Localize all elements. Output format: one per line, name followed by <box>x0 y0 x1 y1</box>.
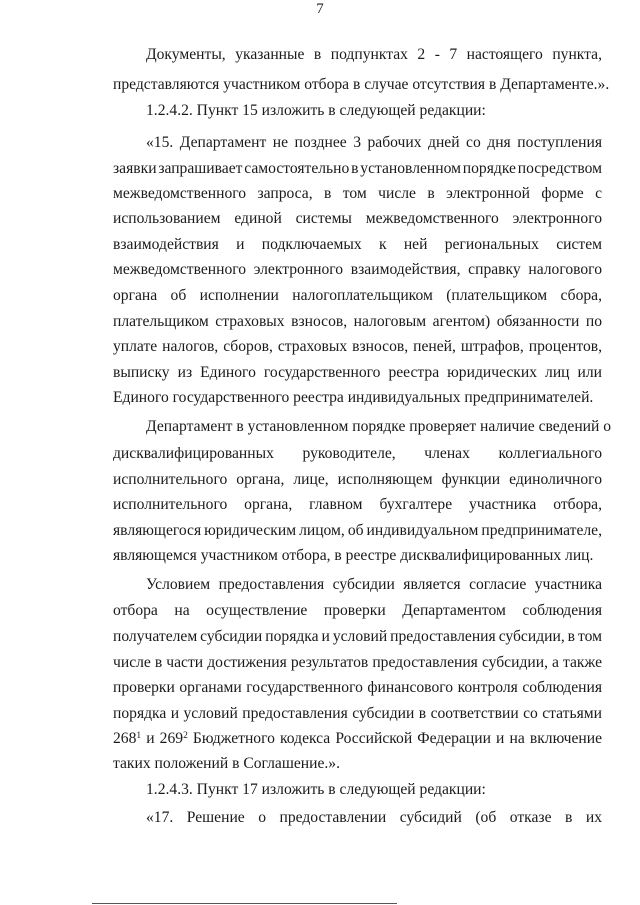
text-line <box>0 494 640 516</box>
word: проверки <box>323 602 386 619</box>
word: индивидуальном <box>366 522 479 539</box>
word: региональных <box>444 236 539 253</box>
word: и <box>170 705 180 722</box>
word: процентов, <box>528 338 602 355</box>
word: сбора, <box>560 287 602 304</box>
word: запроса, <box>257 185 313 202</box>
word: налогоплательщиком <box>292 287 433 304</box>
word: позднее <box>294 134 347 151</box>
word: и <box>321 628 330 645</box>
text-line <box>0 362 640 384</box>
word: в <box>567 628 576 645</box>
word: предоставления <box>390 628 496 645</box>
word: Федерации <box>417 730 491 747</box>
word: лицом, <box>299 522 345 539</box>
word: 1.2.4.2. Пункт 15 изложить в следующей редакции: <box>146 102 486 119</box>
text-line <box>0 753 640 775</box>
word: достижения <box>207 654 287 671</box>
word: взаимодействия <box>113 236 219 253</box>
text-line <box>0 545 640 567</box>
word: агентом) <box>432 313 491 330</box>
word: 7 <box>449 46 458 63</box>
word: органа, <box>236 471 285 488</box>
text-line <box>0 285 640 307</box>
footer-rule <box>92 903 397 904</box>
word: 1.2.4.3. Пункт 17 изложить в следующей редакции: <box>146 781 486 798</box>
word: являющемся участником отбора, в реестре дисквалифицированных лиц. <box>113 547 594 564</box>
word: юридических <box>447 364 538 381</box>
word: подключаемых <box>261 236 362 253</box>
word: соблюдения <box>522 679 602 696</box>
word: порядка <box>113 705 167 722</box>
word: функции <box>441 471 501 488</box>
word: «17. <box>146 809 174 826</box>
word: (об <box>475 809 497 826</box>
word: использованием <box>113 210 221 227</box>
word: условий <box>332 628 388 645</box>
word: на <box>509 730 525 747</box>
text-line <box>0 574 640 596</box>
word: Условием <box>146 576 211 593</box>
word: лице, <box>293 471 329 488</box>
word: из <box>177 364 193 381</box>
word: числе <box>113 654 151 671</box>
word: по <box>585 313 602 330</box>
word: результатов <box>290 654 369 671</box>
text-line <box>0 208 640 230</box>
word: порядке <box>462 160 516 177</box>
word: в <box>154 654 163 671</box>
word: 3 <box>353 134 361 151</box>
word: в <box>564 809 573 826</box>
word: заявки <box>113 160 157 177</box>
word: предпринимателе, <box>481 522 602 539</box>
text-line <box>0 74 640 96</box>
word: выписку <box>113 364 170 381</box>
word: Бюджетного <box>192 730 275 747</box>
word: пеней, <box>413 338 456 355</box>
word: соблюдения <box>522 602 602 619</box>
word: участника <box>469 496 537 513</box>
word: реестра <box>388 364 440 381</box>
word: органами <box>179 679 242 696</box>
word: субсидии <box>332 576 395 593</box>
word: и <box>496 730 505 747</box>
word: взаимодействия, <box>350 261 461 278</box>
word: об <box>170 287 187 304</box>
word: страховых <box>277 338 348 355</box>
text-line <box>0 469 640 491</box>
word: получателем <box>113 628 198 645</box>
word: на <box>174 602 190 619</box>
word: Российской <box>335 730 413 747</box>
text-line <box>0 600 640 622</box>
word: в <box>418 705 427 722</box>
word: порядка <box>265 628 319 645</box>
word: ней <box>403 236 428 253</box>
word: (плательщиком <box>446 287 548 304</box>
text-line <box>0 44 640 66</box>
word: систем <box>556 236 602 253</box>
word: Департамент в установленном порядке проверяет наличие сведений о <box>146 418 612 435</box>
word: соответствии <box>430 705 519 722</box>
word: с <box>595 185 602 202</box>
word: предоставления <box>218 576 325 593</box>
text-line <box>0 728 640 750</box>
word: финансового <box>367 679 454 696</box>
word: подпунктах <box>330 46 408 63</box>
word: налогового <box>528 261 602 278</box>
text-line <box>0 336 640 358</box>
word: субсидии, <box>481 654 548 671</box>
word: запрашивает <box>158 160 243 177</box>
word: Единого <box>200 364 256 381</box>
word: «15. <box>146 134 174 151</box>
word: Департаментом <box>402 602 506 619</box>
word: взносов, <box>291 313 348 330</box>
footnote-superscript: 1 <box>136 731 142 741</box>
text-line <box>0 626 640 648</box>
word: или <box>577 364 602 381</box>
word: пункта, <box>552 46 602 63</box>
word: посредством <box>517 160 602 177</box>
word: единоличного <box>509 471 602 488</box>
word: руководителе, <box>302 445 396 462</box>
word: налогов, <box>162 338 219 355</box>
word: статьями <box>542 705 602 722</box>
footnote-superscript: 2 <box>183 731 188 741</box>
text-line <box>0 387 640 409</box>
word: числе <box>378 185 416 202</box>
word: бухгалтере <box>379 496 453 513</box>
word: плательщиком <box>113 313 209 330</box>
word: включение <box>529 730 602 747</box>
word: и <box>236 236 245 253</box>
word: обязанности <box>496 313 580 330</box>
word: представляются участником отбора в случае отсутствия в Департаменте.». <box>113 76 610 93</box>
text-line <box>0 132 640 154</box>
word: к <box>378 236 387 253</box>
word: о <box>258 809 266 826</box>
word: $269^2$ <box>159 730 188 747</box>
word: уплате <box>113 338 158 355</box>
text-line <box>0 677 640 699</box>
word: том <box>578 628 602 645</box>
word: поступления <box>517 134 602 151</box>
word: а <box>552 654 559 671</box>
word: согласие <box>469 576 527 593</box>
text-line <box>0 652 640 674</box>
word: единой <box>234 210 282 227</box>
word: их <box>585 809 602 826</box>
word: в <box>351 160 359 177</box>
word: дня <box>487 134 511 151</box>
word: исполнении <box>199 287 279 304</box>
word: Решение <box>186 809 245 826</box>
word: в <box>324 185 332 202</box>
word: условий <box>183 705 238 722</box>
word: также <box>563 654 602 671</box>
word: исполняющем <box>337 471 433 488</box>
text-line <box>0 259 640 281</box>
word: части <box>166 654 204 671</box>
word: кодекса <box>280 730 331 747</box>
word: системы <box>295 210 352 227</box>
word: субсидии, <box>498 628 565 645</box>
word: отбора, <box>553 496 602 513</box>
text-line <box>0 807 640 829</box>
word: страховых <box>215 313 285 330</box>
word: форме <box>541 185 584 202</box>
word: лиц <box>545 364 570 381</box>
word: субсидии <box>200 628 263 645</box>
text-line <box>0 158 640 180</box>
text-line <box>0 234 640 256</box>
word: субсидии <box>352 705 415 722</box>
word: Единого государственного реестра индивидуальных предпринимателей. <box>113 389 594 406</box>
word: межведомственного <box>113 185 247 202</box>
word: предоставления <box>372 654 478 671</box>
text-line <box>0 443 640 465</box>
word: указанные <box>235 46 305 63</box>
word: членах <box>424 445 470 462</box>
word: установленном <box>360 160 461 177</box>
word: электронного <box>512 210 602 227</box>
text-line <box>0 779 640 801</box>
word: справку <box>468 261 521 278</box>
word: самостоятельно <box>244 160 350 177</box>
word: дней <box>428 134 460 151</box>
word: коллегиального <box>498 445 602 462</box>
word: отбора <box>113 602 158 619</box>
text-line <box>0 311 640 333</box>
word: государственного <box>246 679 363 696</box>
word: не <box>272 134 289 151</box>
word: в <box>313 46 322 63</box>
word: предоставления <box>242 705 348 722</box>
word: государственного <box>263 364 381 381</box>
word: Документы, <box>146 46 226 63</box>
word: электронной <box>446 185 531 202</box>
word: юридическим <box>204 522 297 539</box>
text-line <box>0 520 640 542</box>
word: проверки <box>113 679 175 696</box>
word: предоставлении <box>279 809 387 826</box>
word: исполнительного <box>113 471 228 488</box>
word: контроля <box>457 679 518 696</box>
word: таких положений в Соглашение.». <box>113 755 340 772</box>
text-line <box>0 183 640 205</box>
word: межведомственного <box>365 210 499 227</box>
word: об <box>347 522 364 539</box>
word: органа <box>113 287 158 304</box>
word: участника <box>534 576 602 593</box>
word: главном <box>309 496 363 513</box>
text-line <box>0 100 640 122</box>
page-number: 7 <box>316 1 324 17</box>
text-line <box>0 703 640 725</box>
word: со <box>523 705 538 722</box>
word: межведомственного <box>113 261 247 278</box>
word: и <box>146 730 155 747</box>
word: со <box>466 134 481 151</box>
word: взносов, <box>352 338 409 355</box>
text-line <box>0 416 640 438</box>
word: сборов, <box>223 338 273 355</box>
word: электронного <box>253 261 344 278</box>
word: налоговым <box>353 313 427 330</box>
word: осуществление <box>206 602 308 619</box>
word: субсидий <box>399 809 462 826</box>
word: 2 <box>417 46 426 63</box>
word: - <box>434 46 440 63</box>
word: штрафов, <box>460 338 524 355</box>
word: настоящего <box>466 46 543 63</box>
word: отказе <box>509 809 552 826</box>
word: рабочих <box>367 134 422 151</box>
word: органа, <box>244 496 293 513</box>
word: дисквалифицированных <box>113 445 274 462</box>
word: том <box>342 185 367 202</box>
word: является <box>403 576 461 593</box>
word: Департамент <box>179 134 267 151</box>
word: в <box>427 185 435 202</box>
word: являющегося <box>113 522 202 539</box>
word: $268^1$ <box>113 730 142 747</box>
word: исполнительного <box>113 496 228 513</box>
